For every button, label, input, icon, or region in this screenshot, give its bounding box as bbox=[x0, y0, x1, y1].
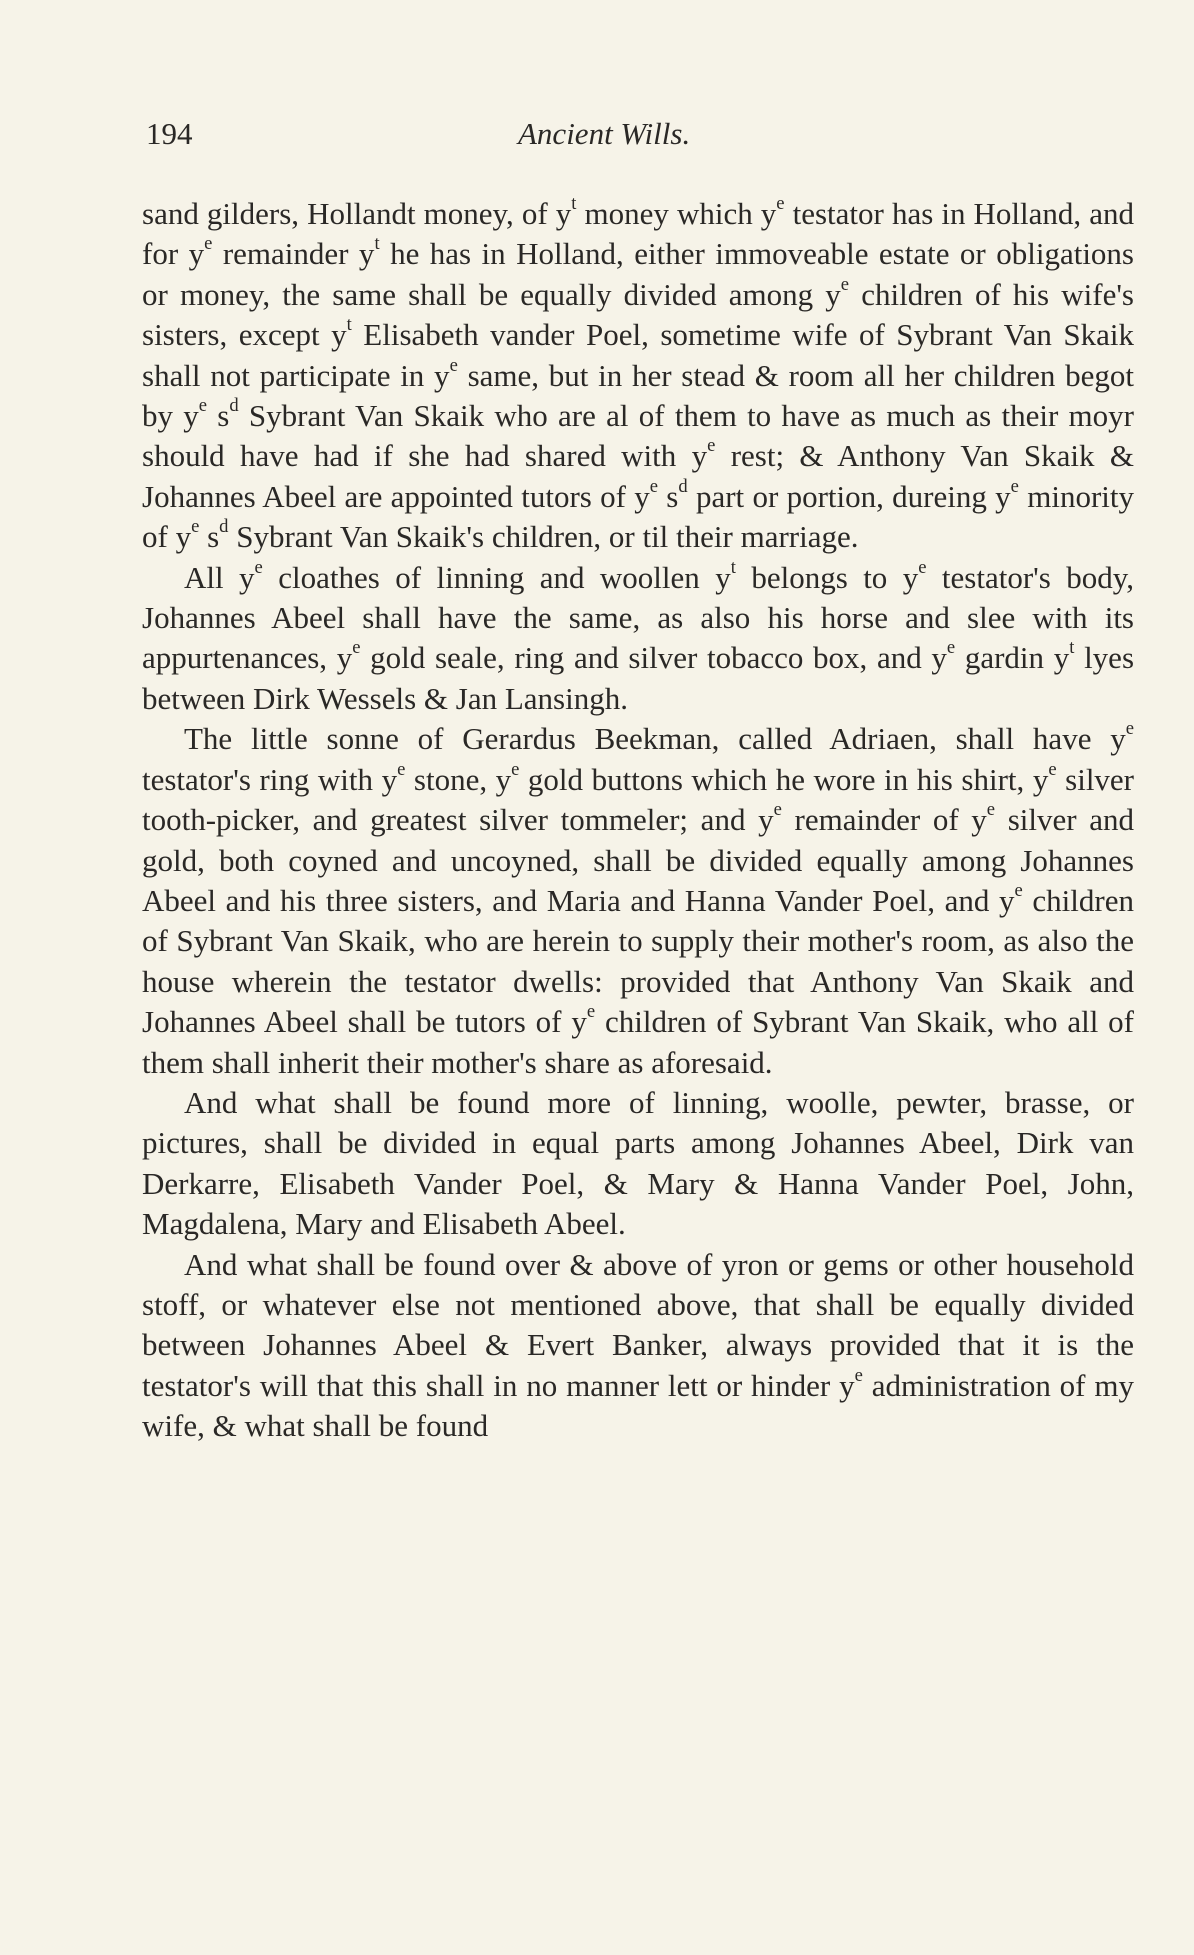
superscript: e bbox=[946, 637, 956, 659]
paragraph: sand gilders, Hollandt money, of $y^t$ money which $y^e$ testator has in Holland, and for $y^e$ remainder $y^t$ he has in Holland, either immoveable estate or obligations or money, the same shall be equally divided among $y^e$ children of his wife's sisters, except $y^t$ Elisabeth vander Poel, sometime wife of Sybrant Van Skaik shall not participate in $y^e$ same, but in her stead & room all her children begot by $y^e$ $s^d$ Sybrant Van Skaik who are al of them to have as much as their moyr should have had if she had shared with $y^e$ rest; & Anthony Van Skaik & Johannes Abeel are appointed tutors of $y^e$ $s^d$ part or portion, dureing $y^e$ minority of $y^e$ $s^d$ Sybrant Van Skaik's children, or til their marriage. bbox=[142, 193, 1134, 555]
paragraph: And what shall be found over & above of yron or gems or other household stoff, or whatever else not mentioned above, that shall be equally divided between Johannes Abeel & Evert Banker, always provided that it is the testator's will that this shall in no manner lett or hinder $y^e$ administration of my wife, & what shall be found bbox=[142, 1246, 1134, 1444]
superscript: d bbox=[219, 516, 229, 538]
superscript: e bbox=[449, 354, 458, 376]
superscript: e bbox=[1010, 475, 1019, 497]
superscript: e bbox=[986, 799, 996, 821]
body-text bbox=[142, 194, 1134, 1447]
superscript: e bbox=[397, 758, 406, 780]
superscript: e bbox=[511, 758, 520, 780]
superscript: e bbox=[649, 475, 659, 497]
superscript: d bbox=[229, 395, 239, 417]
superscript: t bbox=[730, 556, 736, 578]
paragraph: The little sonne of Gerardus Beekman, called Adriaen, shall have $y^e$ testator's ring with $y^e$ stone, $y^e$ gold buttons which he wore in his shirt, $y^e$ silver tooth-picker, and greatest silver tommeler; and $y^e$ remainder of $y^e$ silver and gold, both coyned and uncoyned, shall be divided equally among Johannes Abeel and his three sisters, and Maria and Hanna Vander Poel, and $y^e$ children of Sybrant Van Skaik, who are herein to supply their mother's room, as also the house wherein the testator dwells: provided that Anthony Van Skaik and Johannes Abeel shall be tutors of $y^e$ children of Sybrant Van Skaik, who all of them shall inherit their mother's share as aforesaid. bbox=[142, 718, 1135, 1080]
paragraph: All $y^e$ cloathes of linning and woollen $y^t$ belongs to $y^e$ testator's body, Johannes Abeel shall have the same, as also his horse and slee with its appurtenances, $y^e$ gold seale, ring and silver tobacco box, and $y^e$ gardin $y^t$ lyes between Dirk Wessels & Jan Lansingh. bbox=[142, 556, 1135, 716]
superscript: e bbox=[586, 1001, 596, 1023]
superscript: e bbox=[918, 556, 927, 578]
page-number: 194 bbox=[146, 116, 193, 151]
superscript: e bbox=[198, 395, 208, 417]
superscript: e bbox=[254, 556, 263, 578]
paragraph: And what shall be found more of linning, woolle, pewter, brasse, or pictures, shall be divided in equal parts among Johannes Abeel, Dirk van Derkarre, Elisabeth Vander Poel, & Mary & Hanna Vander Poel, John, Magdalena, Mary and Elisabeth Abeel. bbox=[142, 1084, 1134, 1242]
superscript: e bbox=[1125, 718, 1134, 740]
superscript: e bbox=[776, 193, 785, 215]
superscript: t bbox=[1069, 637, 1075, 659]
superscript: t bbox=[346, 314, 352, 336]
superscript: e bbox=[707, 435, 716, 457]
superscript: e bbox=[352, 637, 361, 659]
superscript: d bbox=[678, 475, 688, 497]
superscript: t bbox=[571, 193, 577, 215]
running-title: Ancient Wills. bbox=[518, 116, 691, 151]
superscript: e bbox=[854, 1364, 863, 1386]
superscript: e bbox=[1048, 758, 1057, 780]
page-header bbox=[146, 116, 1146, 166]
superscript: e bbox=[204, 233, 213, 255]
superscript: t bbox=[374, 233, 380, 255]
superscript: e bbox=[840, 273, 850, 295]
superscript: e bbox=[191, 516, 200, 538]
superscript: e bbox=[773, 799, 782, 821]
superscript: e bbox=[1014, 880, 1023, 902]
